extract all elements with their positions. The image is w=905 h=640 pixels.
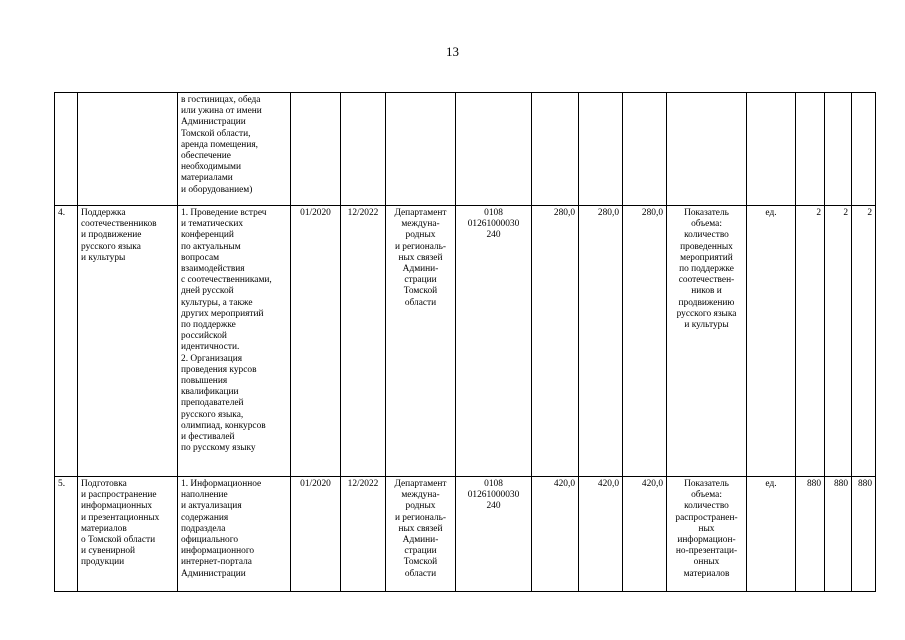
row-number-cell: 5.	[55, 477, 78, 592]
start-date-cell	[291, 93, 341, 206]
indicator-cell: Показатель объема: количество проведенных мероприятий по поддержке соотечествен- ников и продвижению русского языка и культуры	[667, 206, 747, 477]
budget-code-cell: 0108 01261000030 240	[456, 477, 532, 592]
value-year1-cell	[796, 93, 825, 206]
activity-cell: 1. Проведение встреч и тематических конференций по актуальным вопросам взаимодействия с соотечественниками, дней русской культуры, а также других мероприятий по поддержке российской идентичности. 2. Организация проведения курсов повышения квалификации преподавателей русского языка, олимпиад, конкурсов и фестивалей по русскому языку	[178, 206, 291, 477]
budget-code-cell	[456, 93, 532, 206]
value-year3-cell	[852, 93, 876, 206]
value-year2-cell: 2	[825, 206, 852, 477]
task-cell	[78, 93, 178, 206]
funding-year1-cell: 280,0	[532, 206, 579, 477]
value-year1-cell: 2	[796, 206, 825, 477]
funding-year3-cell	[623, 93, 667, 206]
unit-cell	[747, 93, 796, 206]
table-row	[55, 477, 876, 592]
executor-cell: Департамент междуна- родных и региональ- ных связей Админи- страции Томской области	[386, 206, 456, 477]
table-row	[55, 206, 876, 477]
row-number-cell	[55, 93, 78, 206]
row-number-cell: 4.	[55, 206, 78, 477]
program-table	[54, 92, 876, 592]
executor-cell	[386, 93, 456, 206]
unit-cell: ед.	[747, 477, 796, 592]
indicator-cell	[667, 93, 747, 206]
activity-cell: в гостиницах, обеда или ужина от имени Администрации Томской области, аренда помещения, обеспечение необходимыми материалами и оборудованием)	[178, 93, 291, 206]
end-date-cell: 12/2022	[341, 206, 386, 477]
end-date-cell: 12/2022	[341, 477, 386, 592]
funding-year3-cell: 280,0	[623, 206, 667, 477]
value-year1-cell: 880	[796, 477, 825, 592]
funding-year2-cell: 280,0	[579, 206, 623, 477]
funding-year2-cell	[579, 93, 623, 206]
funding-year2-cell: 420,0	[579, 477, 623, 592]
activity-cell: 1. Информационное наполнение и актуализация содержания подраздела официального информационного интернет-портала Администрации	[178, 477, 291, 592]
funding-year1-cell	[532, 93, 579, 206]
unit-cell: ед.	[747, 206, 796, 477]
table-row	[55, 93, 876, 206]
budget-code-cell: 0108 01261000030 240	[456, 206, 532, 477]
value-year2-cell: 880	[825, 477, 852, 592]
funding-year1-cell: 420,0	[532, 477, 579, 592]
executor-cell: Департамент междуна- родных и региональ- ных связей Админи- страции Томской области	[386, 477, 456, 592]
value-year3-cell: 880	[852, 477, 876, 592]
start-date-cell: 01/2020	[291, 206, 341, 477]
indicator-cell: Показатель объема: количество распространен- ных информацион- но-презентаци- онных материалов	[667, 477, 747, 592]
value-year2-cell	[825, 93, 852, 206]
task-cell: Подготовка и распространение информационных и презентационных материалов о Томской области и сувенирной продукции	[78, 477, 178, 592]
page-number: 13	[446, 44, 459, 59]
task-cell: Поддержка соотечественников и продвижение русского языка и культуры	[78, 206, 178, 477]
value-year3-cell: 2	[852, 206, 876, 477]
funding-year3-cell: 420,0	[623, 477, 667, 592]
end-date-cell	[341, 93, 386, 206]
start-date-cell: 01/2020	[291, 477, 341, 592]
